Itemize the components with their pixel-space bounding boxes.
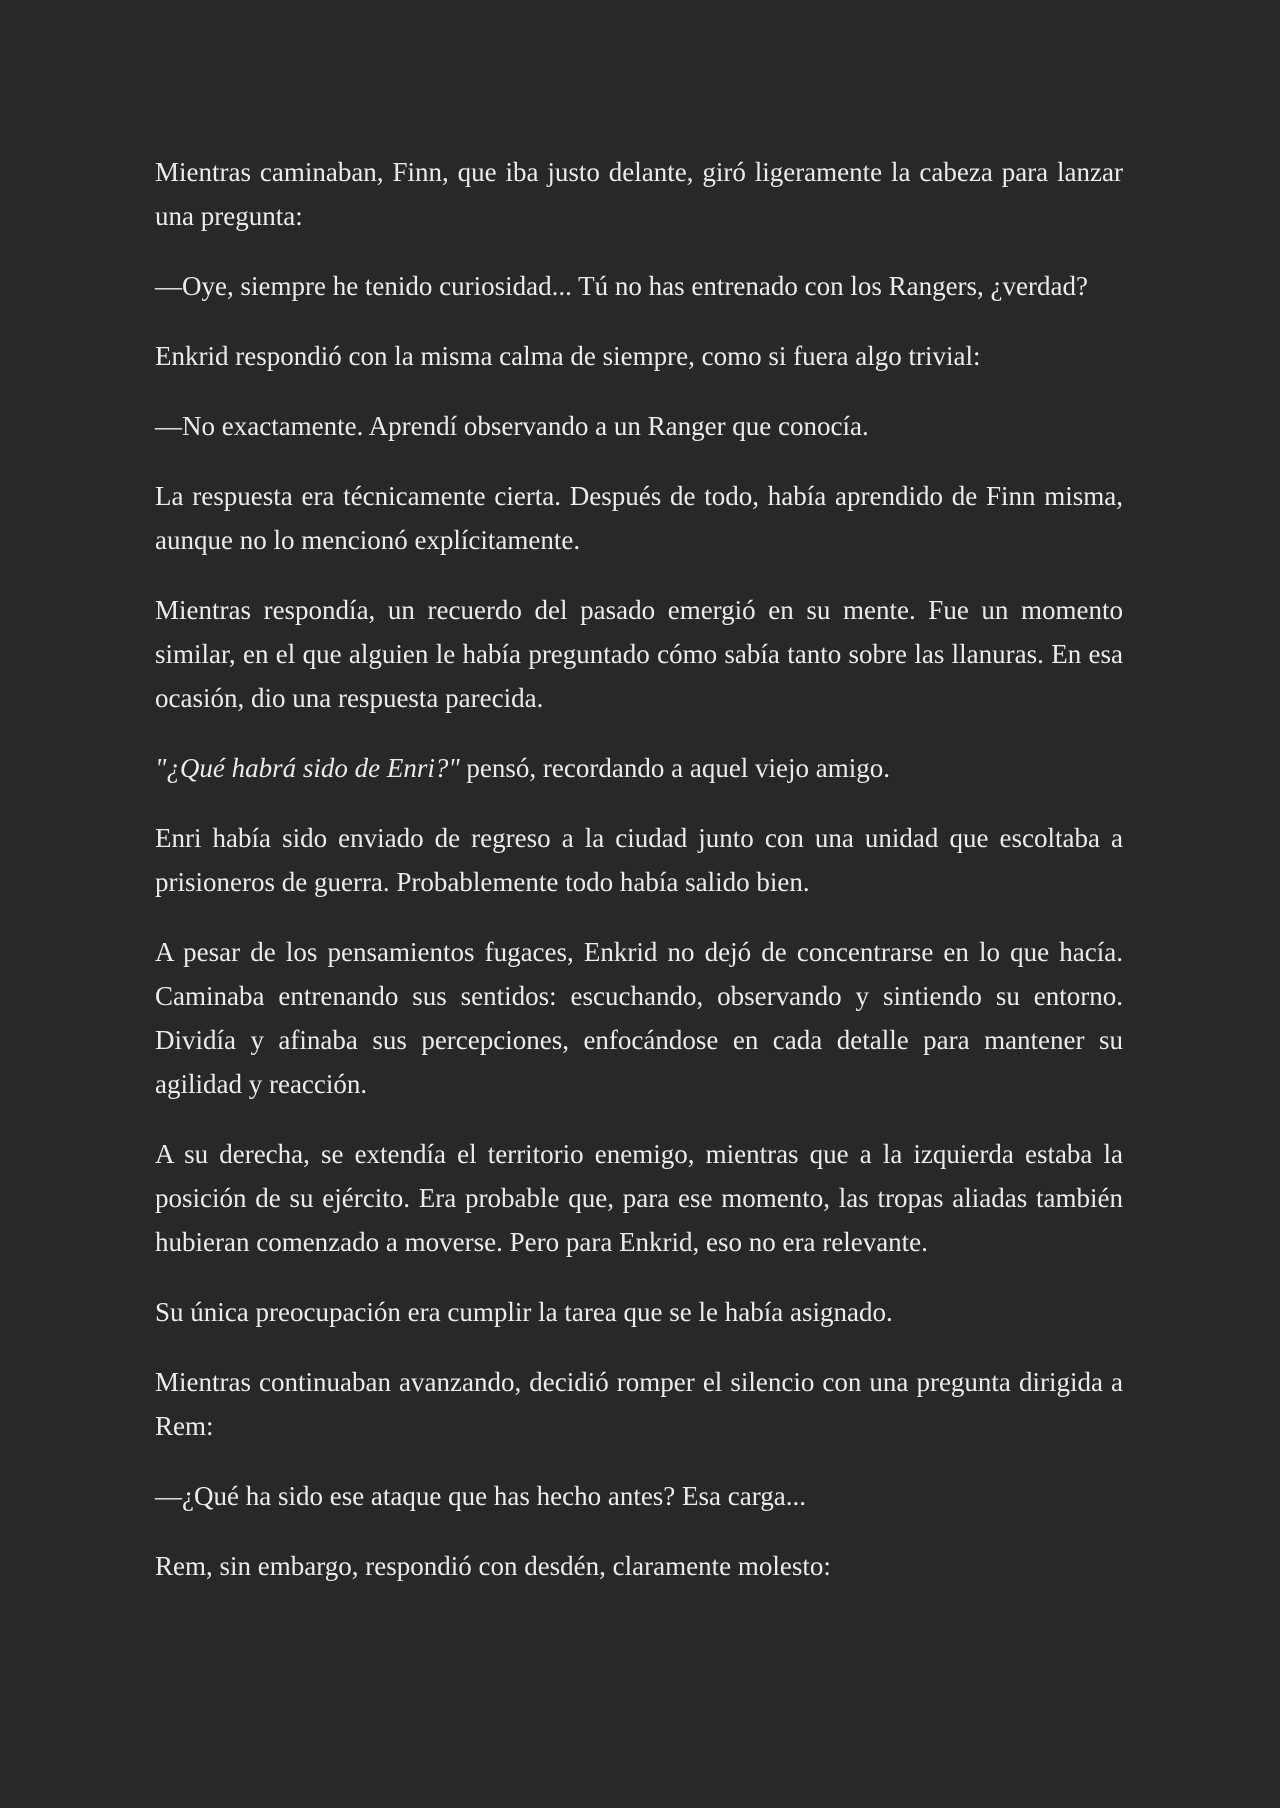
paragraph: Mientras caminaban, Finn, que iba justo delante, giró ligeramente la cabeza para lanzar una pregunta: — [155, 157, 1123, 231]
paragraph: —¿Qué ha sido ese ataque que has hecho antes? Esa carga... — [155, 1481, 806, 1511]
paragraph: La respuesta era técnicamente cierta. Después de todo, había aprendido de Finn misma, aunque no lo mencionó explícitamente. — [155, 481, 1123, 555]
paragraph: Enkrid respondió con la misma calma de siempre, como si fuera algo trivial: — [155, 341, 981, 371]
paragraph: —Oye, siempre he tenido curiosidad... Tú no has entrenado con los Rangers, ¿verdad? — [155, 271, 1088, 301]
thought-paragraph — [155, 746, 1123, 790]
paragraph: Enri había sido enviado de regreso a la ciudad junto con una unidad que escoltaba a prisioneros de guerra. Probablemente todo había salido bien. — [155, 823, 1123, 897]
paragraph: Su única preocupación era cumplir la tarea que se le había asignado. — [155, 1297, 893, 1327]
paragraph: Mientras respondía, un recuerdo del pasado emergió en su mente. Fue un momento similar, en el que alguien le había preguntado cómo sabía tanto sobre las llanuras. En esa ocasión, dio una respuesta parecida. — [155, 595, 1123, 713]
thought-italic-text: "¿Qué habrá sido de Enri?" — [155, 753, 460, 783]
paragraph: —No exactamente. Aprendí observando a un Ranger que conocía. — [155, 411, 869, 441]
paragraph: A su derecha, se extendía el territorio enemigo, mientras que a la izquierda estaba la posición de su ejército. Era probable que, para ese momento, las tropas aliadas también hubieran comenzado a moverse. Pero para Enkrid, eso no era relevante. — [155, 1139, 1123, 1257]
paragraph: Mientras continuaban avanzando, decidió romper el silencio con una pregunta dirigida a Rem: — [155, 1367, 1123, 1441]
paragraph: A pesar de los pensamientos fugaces, Enkrid no dejó de concentrarse en lo que hacía. Caminaba entrenando sus sentidos: escuchando, observando y sintiendo su entorno. Dividía y afinaba sus percepciones, enfocándose en cada detalle para mantener su agilidad y reacción. — [155, 937, 1123, 1099]
thought-rest-text: pensó, recordando a aquel viejo amigo. — [459, 753, 891, 783]
paragraph: Rem, sin embargo, respondió con desdén, claramente molesto: — [155, 1551, 831, 1581]
